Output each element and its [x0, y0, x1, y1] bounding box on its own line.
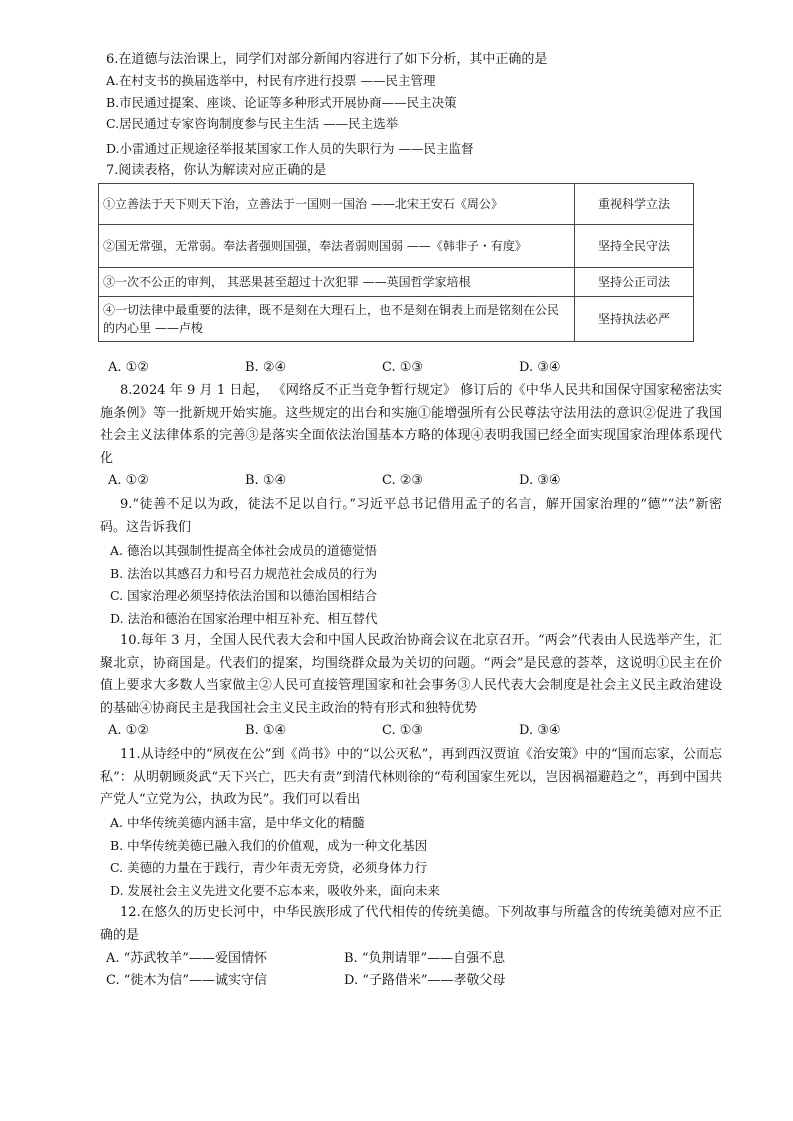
q7-table [98, 183, 694, 342]
q11-option-b: B. 中华传统美德已融入我们的价值观，成为一种文化基因 [110, 838, 428, 853]
q10-option-d: D. ③④ [519, 723, 561, 738]
q8-text: 8.2024 年 9 月 1 日起， 《网络反不正当竞争暂行规定》 修订后的《中华人民共和国保守国家秘密法实施条例》等一批新规开始实施。这些规定的出台和实施①能增强所有公民尊法守法用法的意识②促进了我国社会主义法律体系的完善③是落实全面依法治国基本方略的体现④表明我国已经全面实现国家治理体系现代化 [100, 383, 722, 466]
table-row [99, 268, 694, 297]
table-row [99, 184, 694, 225]
q7-table-meaning-4: 坚持执法必严 [575, 297, 694, 342]
q10-options [108, 720, 728, 742]
q6-option-b: B.市民通过提案、座谈、论证等多种形式开展协商——民主决策 [106, 95, 457, 110]
q7-table-meaning-3: 坚持公正司法 [575, 268, 694, 297]
q7-table-quote-4: ④一切法律中最重要的法律，既不是刻在大理石上，也不是刻在铜表上而是铭刻在公民的内心里 ——卢梭 [99, 297, 575, 342]
q7-option-a: A. ①② [108, 360, 149, 375]
q8-option-d: D. ③④ [519, 473, 561, 488]
q7-table-meaning-1: 重视科学立法 [575, 184, 694, 225]
q9-option-b: B. 法治以其感召力和号召力规范社会成员的行为 [110, 566, 378, 581]
q8-options [108, 470, 728, 492]
q7-option-c: C. ①③ [382, 360, 424, 375]
q11-text: 11.从诗经中的“夙夜在公”到《尚书》中的“以公灭私”，再到西汉贾谊《治安策》中的“国而忘家，公而忘私”：从明朝顾炎武“天下兴亡，匹夫有责”到清代林则徐的“苟利国家生死以，岂因祸福避趋之”，再到中国共产党人“立党为公，执政为民”。我们可以看出 [100, 747, 722, 808]
q7-option-b: B. ②④ [245, 360, 287, 375]
q6-option-c: C.居民通过专家咨询制度参与民主生活 ——民主选举 [106, 116, 399, 131]
q6-option-d: D.小雷通过正规途径举报某国家工作人员的失职行为 ——民主监督 [106, 141, 474, 156]
q10-text: 10.每年 3 月，全国人民代表大会和中国人民政治协商会议在北京召开。“两会”代表由人民选举产生，汇聚北京，协商国是。代表们的提案，均围绕群众最为关切的问题。“两会”是民意的荟萃，这说明①民主在价值上要求大多数人当家做主②人民可直接管理国家和社会事务③人民代表大会制度是社会主义民主政治建设的基础④协商民主是我国社会主义民主政治的特有形式和独特优势 [100, 633, 722, 716]
q7-table-quote-2: ②国无常强，无常弱。奉法者强则国强，奉法者弱则国弱 ——《韩非子・有度》 [99, 225, 575, 268]
q12-options-row-1 [106, 948, 726, 970]
q7-table-quote-3: ③一次不公正的审判， 其恶果甚至超过十次犯罪 ——英国哲学家培根 [99, 268, 575, 297]
q8-option-a: A. ①② [108, 473, 149, 488]
q10-option-a: A. ①② [108, 723, 149, 738]
q7-option-d: D. ③④ [519, 360, 561, 375]
q7-stem: 7.阅读表格，你认为解读对应正确的是 [106, 163, 327, 178]
q12-options-row-2 [106, 970, 726, 992]
q9-option-d: D. 法治和德治在国家治理中相互补充、相互替代 [110, 611, 378, 626]
q12-option-a: A. “苏武牧羊”——爱国情怀 [106, 951, 267, 966]
q9-option-c: C. 国家治理必须坚持依法治国和以德治国相结合 [110, 588, 378, 603]
q8-option-c: C. ②③ [382, 473, 424, 488]
q10-option-c: C. ①③ [382, 723, 424, 738]
q7-options [108, 357, 728, 379]
q11-option-c: C. 美德的力量在于践行，青少年责无旁贷，必须身体力行 [110, 860, 428, 875]
q12-text: 12.在悠久的历史长河中，中华民族形成了代代相传的传统美德。下列故事与所蕴含的传统美德对应不正确的是 [100, 905, 722, 943]
q6-stem: 6.在道德与法治课上，同学们对部分新闻内容进行了如下分析，其中正确的是 [106, 52, 548, 67]
q11-option-a: A. 中华传统美德内涵丰富，是中华文化的精髓 [110, 815, 365, 830]
q12-option-b: B. “负荆请罪”——自强不息 [344, 951, 506, 966]
q7-table-quote-1: ①立善法于天下则天下治，立善法于一国则一国治 ——北宋王安石《周公》 [99, 184, 575, 225]
table-row [99, 297, 694, 342]
q12-option-c: C. “徙木为信”——诚实守信 [106, 973, 268, 988]
q6-option-a: A.在村支书的换届选举中，村民有序进行投票 ——民主管理 [106, 73, 436, 88]
q9-option-a: A. 德治以其强制性提高全体社会成员的道德觉悟 [110, 543, 377, 558]
q11-option-d: D. 发展社会主义先进文化要不忘本来，吸收外来，面向未来 [110, 883, 441, 898]
q9-text: 9.“徒善不足以为政，徒法不足以自行。”习近平总书记借用孟子的名言，解开国家治理的“德”“法”新密码。这告诉我们 [100, 497, 722, 535]
q12-option-d: D. “子路借米”——孝敬父母 [344, 973, 506, 988]
q8-option-b: B. ①④ [245, 473, 287, 488]
table-row [99, 225, 694, 268]
q10-option-b: B. ①④ [245, 723, 287, 738]
q7-table-meaning-2: 坚持全民守法 [575, 225, 694, 268]
